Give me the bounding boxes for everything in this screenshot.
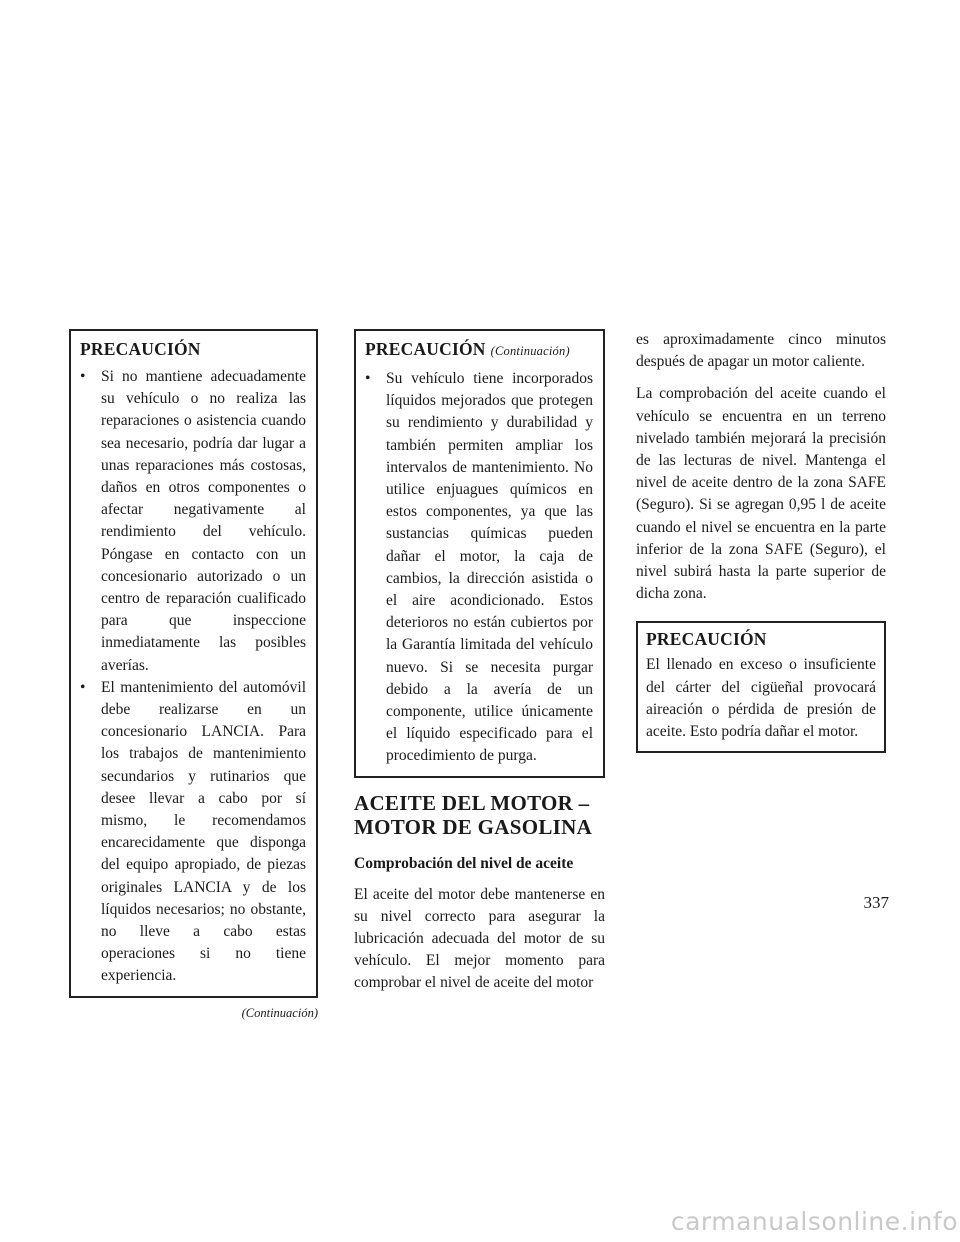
middle-column bbox=[354, 329, 605, 1005]
bullet-icon: • bbox=[80, 678, 86, 696]
caution-bullet-list bbox=[80, 366, 306, 988]
body-paragraph: es aproximadamente cinco minutos después de apagar un motor caliente. bbox=[636, 331, 886, 371]
caution-bullet-text: Si no mantiene adecuadamente su vehículo o no realiza las reparaciones o asistencia cuando sea necesario, podría dar lugar a unas reparaciones más costosas, daños en otros componentes o afectar negativamente al rendimiento del vehículo. Póngase en contacto con un concesionario autorizado o un centro de reparación cualificado para que inspeccione inmediatamente las posibles averías. bbox=[101, 368, 306, 674]
caution-bullet-item bbox=[365, 368, 593, 768]
watermark: carmanualsonline.info bbox=[670, 1206, 958, 1236]
continued-label: (Continuación) bbox=[241, 1005, 318, 1020]
section-heading bbox=[354, 791, 605, 839]
caution-title-text: PRECAUCIÓN bbox=[365, 339, 486, 359]
body-paragraph: La comprobación del aceite cuando el vehículo se encuentra en un terreno nivelado también mejorará la precisión de las lecturas de nivel. Mantenga el nivel de aceite dentro de la zona SAFE (Seguro). Si se agregan 0,95 l de aceite cuando el nivel se encuentra en la parte inferior de la zona SAFE (Seguro), el nivel subirá hasta la parte superior de dicha zona. bbox=[636, 385, 886, 603]
caution-title-continued: (Continuación) bbox=[490, 344, 570, 358]
caution-bullet-text: El mantenimiento del automóvil debe realizarse en un concesionario LANCIA. Para los trabajos de mantenimiento secundarios y rutinarios que desee llevar a cabo por sí mismo, le recomendamos encarecidamente que disponga del equipo apropiado, de piezas originales LANCIA y de los líquidos necesarios; no obstante, no lleve a cabo estas operaciones si no tiene experiencia. bbox=[101, 678, 306, 985]
caution-bullet-item bbox=[80, 677, 306, 988]
right-column bbox=[636, 329, 886, 753]
caution-title bbox=[365, 337, 593, 363]
bullet-icon: • bbox=[80, 368, 86, 385]
body-paragraph: El aceite del motor debe mantenerse en su nivel correcto para asegurar la lubricación adecuada del motor de su vehículo. El mejor momento para comprobar el nivel de aceite del motor bbox=[354, 885, 605, 992]
caution-bullet-text: Su vehículo tiene incorporados líquidos mejorados que protegen su rendimiento y durabilidad y también permiten ampliar los intervalos de mantenimiento. No utilice enjuagues químicos en estos componentes, ya que las sustancias químicas pueden dañar el motor, la caja de cambios, la dirección asistida o el aire acondicionado. Estos deterioros no están cubiertos por la Garantía limitada del vehículo nuevo. Si se necesita purgar debido a la avería de un componente, utilice únicamente el líquido especificado para el procedimiento de purga. bbox=[386, 370, 593, 765]
left-column bbox=[69, 329, 318, 1024]
section-heading-line: ACEITE DEL MOTOR – bbox=[354, 790, 590, 815]
page-number: 337 bbox=[863, 893, 889, 912]
caution-bullet-item bbox=[80, 366, 306, 677]
caution-title: PRECAUCIÓN bbox=[80, 339, 201, 359]
section-heading-line: MOTOR DE GASOLINA bbox=[354, 814, 593, 839]
bullet-icon: • bbox=[365, 370, 371, 387]
caution-box bbox=[636, 621, 886, 753]
caution-box bbox=[69, 329, 318, 998]
caution-box-continued bbox=[354, 329, 605, 778]
sub-heading: Comprobación del nivel de aceite bbox=[354, 854, 574, 872]
caution-title: PRECAUCIÓN bbox=[646, 629, 767, 650]
caution-bullet-list bbox=[365, 368, 593, 768]
caution-text: El llenado en exceso o insuficiente del cárter del cigüeñal provocará aireación o pérdida de presión de aceite. Esto podría dañar el motor. bbox=[646, 656, 876, 741]
